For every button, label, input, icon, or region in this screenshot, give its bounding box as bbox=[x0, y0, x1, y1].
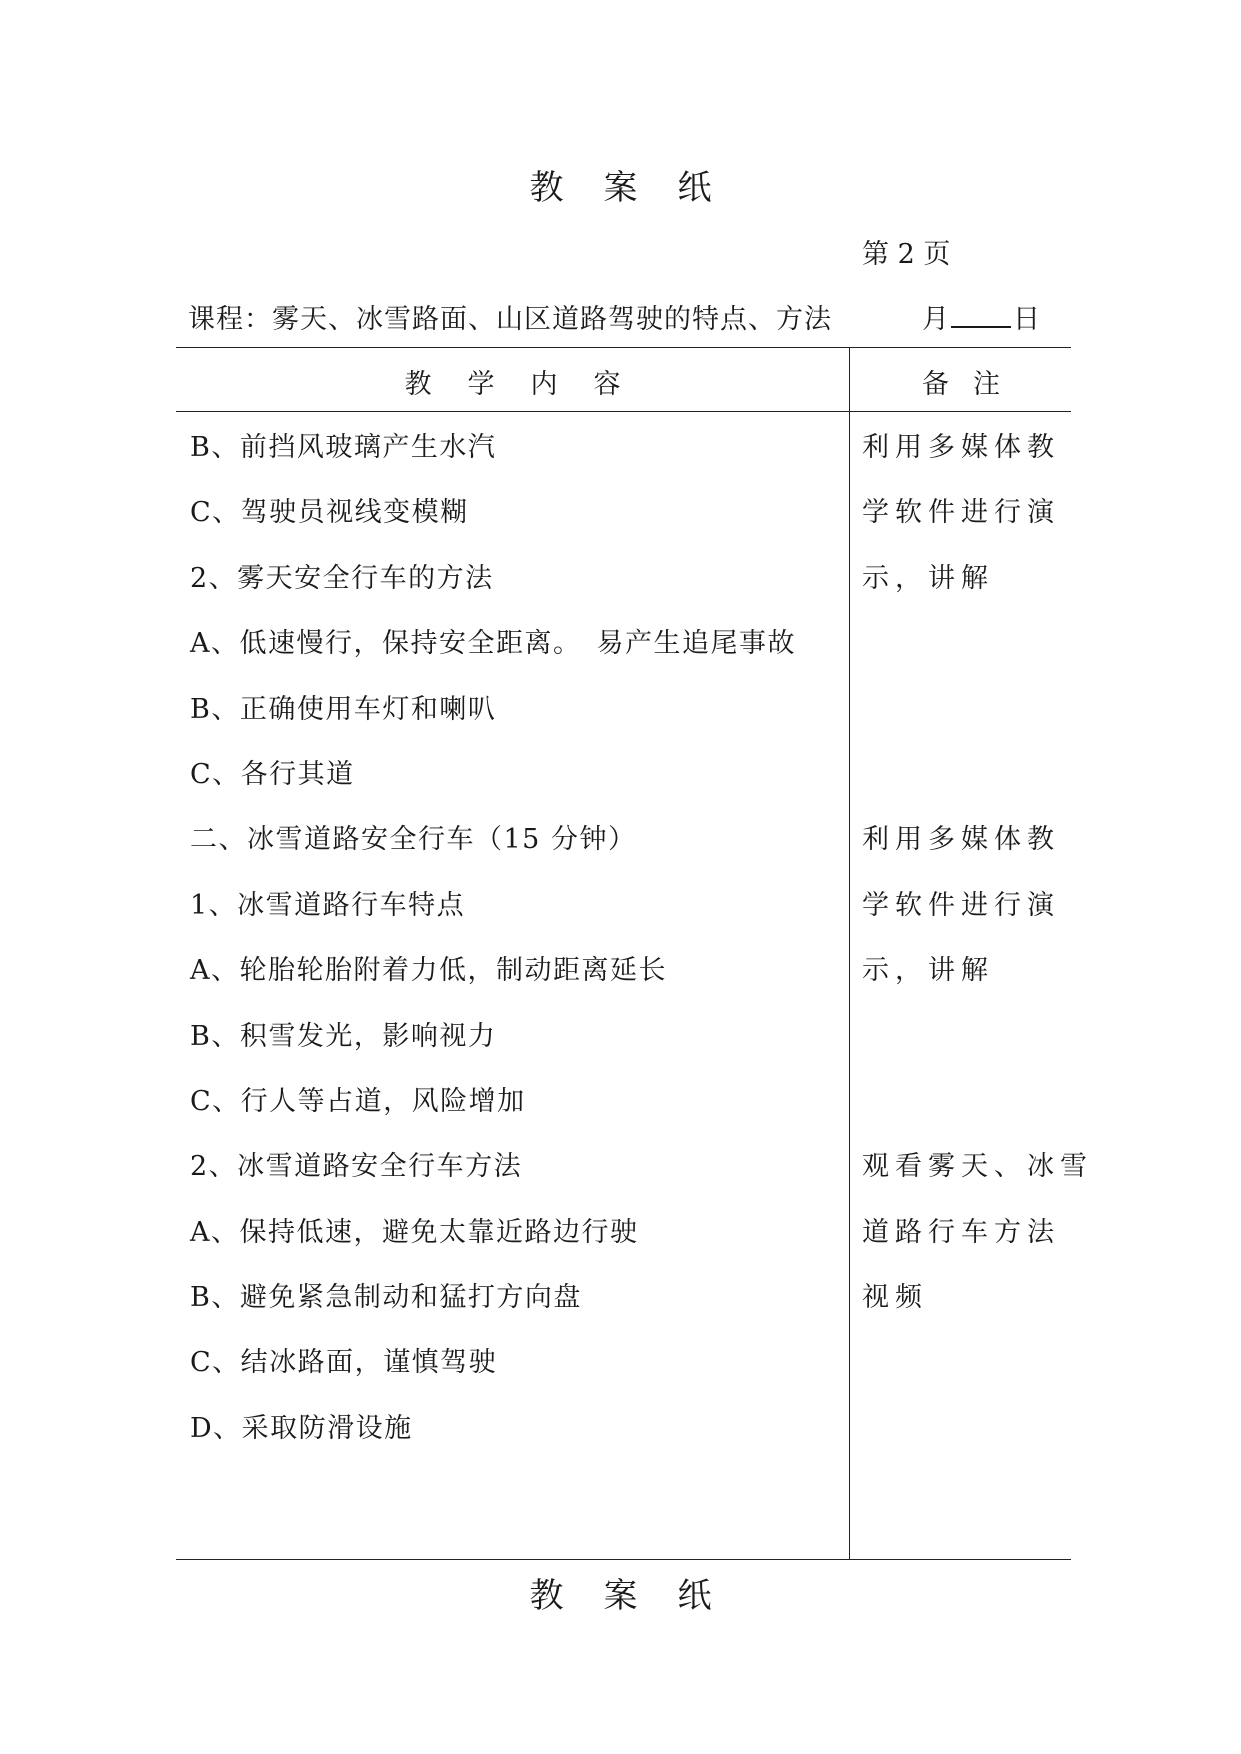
table-header-divider bbox=[176, 411, 1071, 412]
notes-row bbox=[862, 1013, 1093, 1078]
content-list bbox=[190, 424, 796, 1470]
notes-row: 利用多媒体教 bbox=[862, 824, 1060, 856]
notes-row bbox=[862, 751, 1093, 816]
page-title: 教案纸 bbox=[529, 168, 752, 208]
content-row: C、驾驶员视线变模糊 bbox=[190, 497, 469, 529]
notes-row bbox=[862, 686, 1093, 751]
content-row: 二、冰雪道路安全行车（15 分钟） bbox=[190, 824, 637, 856]
day-blank bbox=[951, 302, 1011, 328]
notes-row: 示，讲解 bbox=[862, 562, 994, 594]
content-row: 2、雾天安全行车的方法 bbox=[190, 562, 494, 594]
column-header-content: 教学内容 bbox=[404, 369, 657, 400]
column-header-notes: 备注 bbox=[922, 369, 1024, 400]
notes-row bbox=[862, 1078, 1093, 1143]
content-row: C、行人等占道，风险增加 bbox=[190, 1085, 526, 1117]
content-row: 1、冰雪道路行车特点 bbox=[190, 889, 466, 921]
content-row: B、前挡风玻璃产生水汽 bbox=[190, 432, 497, 463]
footer-title: 教案纸 bbox=[529, 1576, 752, 1616]
notes-row: 学软件进行演 bbox=[862, 889, 1060, 921]
content-row: D、采取防滑设施 bbox=[190, 1412, 413, 1444]
notes-row bbox=[862, 620, 1093, 685]
content-row: C、各行其道 bbox=[190, 758, 355, 790]
notes-row bbox=[862, 1405, 1093, 1470]
content-row: B、正确使用车灯和喇叭 bbox=[190, 693, 497, 725]
course-title: 课程：雾天、冰雪路面、山区道路驾驶的特点、方法 bbox=[188, 304, 832, 335]
content-row: C、结冰路面，谨慎驾驶 bbox=[190, 1347, 498, 1379]
day-label: 日 bbox=[1013, 304, 1040, 335]
notes-row: 视频 bbox=[862, 1282, 928, 1314]
notes-row: 利用多媒体教 bbox=[862, 432, 1060, 463]
table-column-divider bbox=[849, 347, 850, 1559]
notes-row: 示，讲解 bbox=[862, 955, 994, 987]
month-label: 月 bbox=[922, 304, 949, 335]
table-bottom-border bbox=[176, 1559, 1071, 1560]
content-row: 2、冰雪道路安全行车方法 bbox=[190, 1151, 523, 1183]
notes-row: 道路行车方法 bbox=[862, 1216, 1060, 1248]
notes-row bbox=[862, 1339, 1093, 1404]
notes-row: 观看雾天、冰雪 bbox=[862, 1151, 1093, 1183]
content-row: B、积雪发光，影响视力 bbox=[190, 1020, 497, 1052]
date-field bbox=[922, 297, 1040, 336]
notes-list bbox=[862, 424, 1093, 1470]
table-top-border bbox=[176, 347, 1071, 348]
page-number: 第 2 页 bbox=[862, 239, 951, 270]
content-row: A、低速慢行，保持安全距离。 易产生追尾事故 bbox=[190, 628, 796, 660]
notes-row: 学软件进行演 bbox=[862, 497, 1060, 529]
content-row: A、保持低速，避免太靠近路边行驶 bbox=[190, 1216, 639, 1248]
content-row: B、避免紧急制动和猛打方向盘 bbox=[190, 1282, 582, 1314]
content-row: A、轮胎轮胎附着力低，制动距离延长 bbox=[190, 955, 667, 987]
